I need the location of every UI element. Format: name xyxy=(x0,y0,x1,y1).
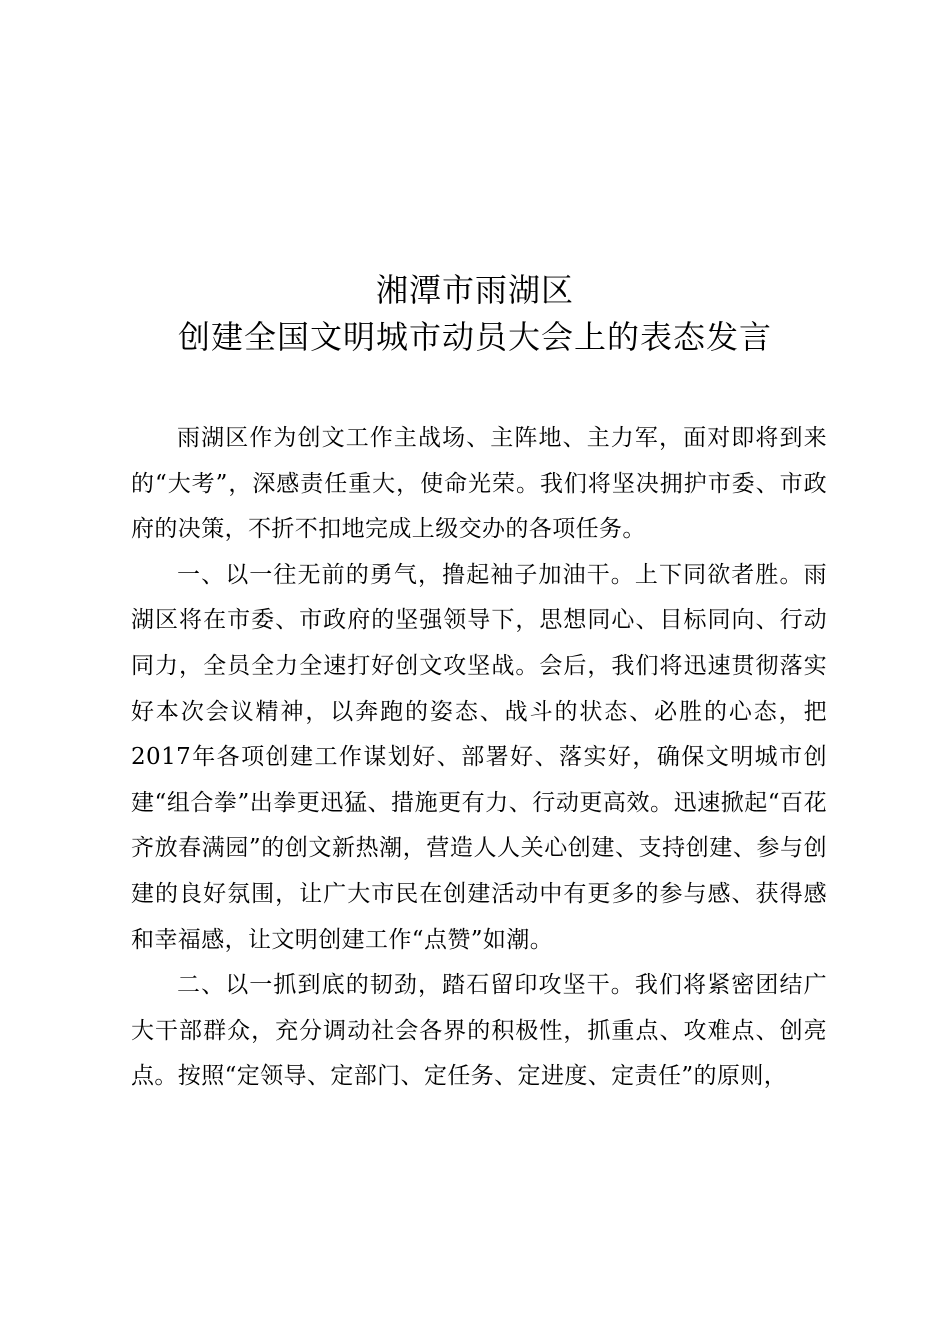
paragraph-section-2: 二、以一抓到底的韧劲，踏石留印攻坚干。我们将紧密团结广大干部群众，充分调动社会各界的积极性，抓重点、攻难点、创亮点。按照“定领导、定部门、定任务、定进度、定责任”的原则， xyxy=(131,972,827,1090)
document-title-line-2: 创建全国文明城市动员大会上的表态发言 xyxy=(177,318,772,356)
paragraph-intro: 雨湖区作为创文工作主战场、主阵地、主力军，面对即将到来的“大考”，深感责任重大，使命光荣。我们将坚决拥护市委、市政府的决策，不折不扣地完成上级交办的各项任务。 xyxy=(131,425,827,543)
paragraph-section-1: 一、以一往无前的勇气，撸起袖子加油干。上下同欲者胜。雨湖区将在市委、市政府的坚强领导下，思想同心、目标同向、行动同力，全员全力全速打好创文攻坚战。会后，我们将迅速贯彻落实好本次会议精神，以奔跑的姿态、战斗的状态、必胜的心态，把2017年各项创建工作谋划好、部署好、落实好，确保文明城市创建“组合拳”出拳更迅猛、措施更有力、行动更高效。迅速掀起“百花齐放春满园”的创文新热潮，营造人人关心创建、支持创建、参与创建的良好氛围，让广大市民在创建活动中有更多的参与感、获得感和幸福感，让文明创建工作“点赞”如潮。 xyxy=(131,561,827,953)
document-body xyxy=(131,416,827,1100)
document-title-line-1: 湘潭市雨湖区 xyxy=(375,271,574,309)
